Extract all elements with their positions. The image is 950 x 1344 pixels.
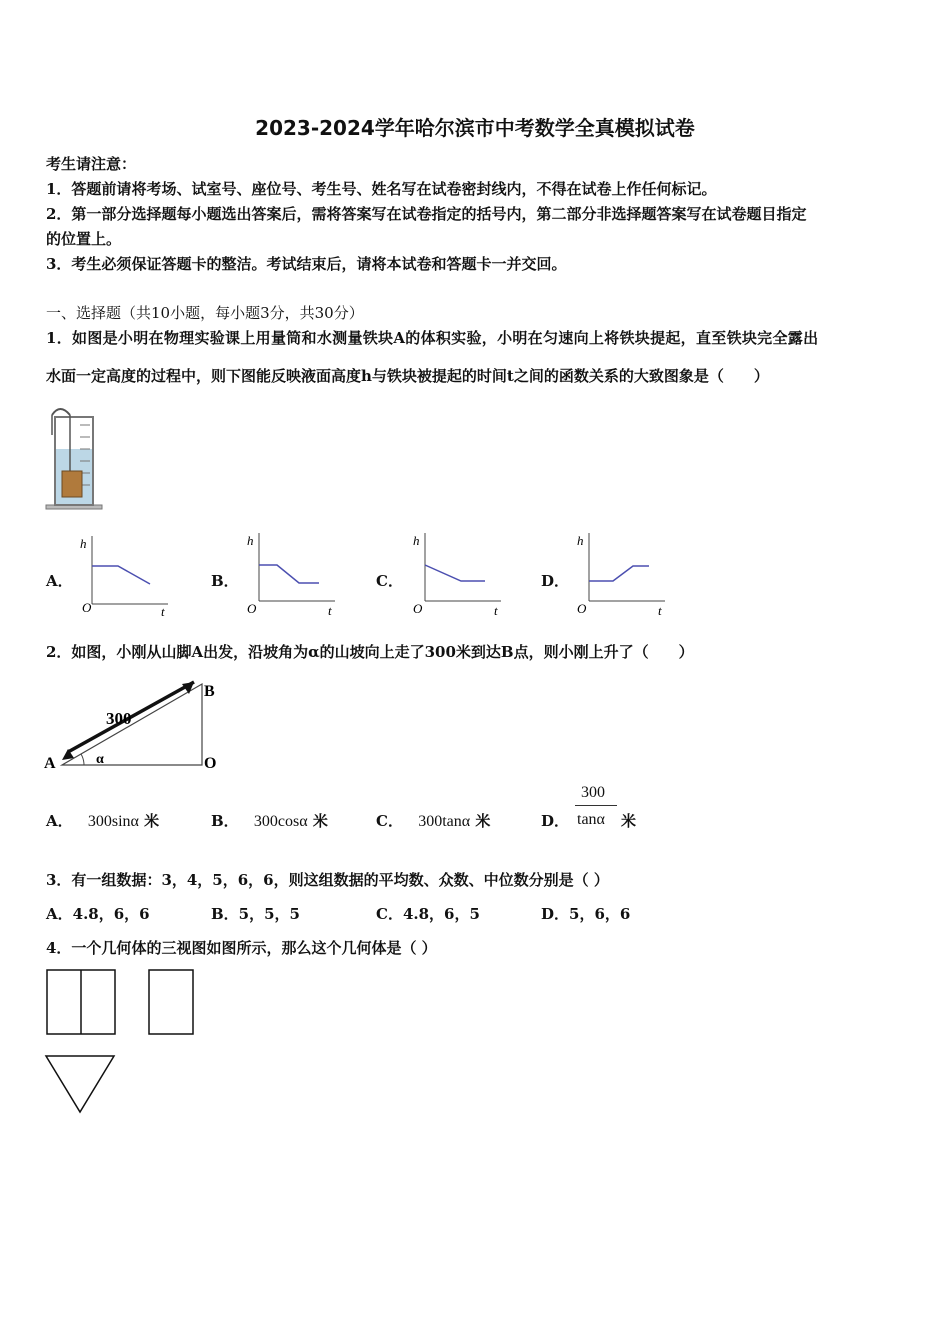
q1-graph-b (243, 529, 343, 619)
notice-item-2: 2．第一部分选择题每小题选出答案后，需将答案写在试卷指定的括号内，第二部分非选择题答案写在试卷题目指定 (46, 205, 807, 223)
q2-option-a-expr: 300sinα (87, 813, 139, 830)
graph-c-t-label: t (494, 603, 498, 618)
q2-option-a (46, 810, 159, 831)
point-a-label: A (44, 755, 56, 772)
q2-option-a-unit: 米 (144, 812, 160, 830)
top-view (44, 1054, 118, 1116)
q2-option-c-expr: 300tanα (418, 813, 471, 830)
q1-option-a-label: A． (46, 572, 73, 590)
graph-b-h-label: h (247, 533, 254, 548)
q2-option-c (376, 810, 490, 831)
notice-item-1: 1．答题前请将考场、试室号、座位号、考生号、姓名写在试卷密封线内，不得在试卷上作任何标记。 (46, 180, 717, 198)
q1-option-b-label: B． (211, 572, 239, 590)
q2-text: 2．如图，小刚从山脚A出发，沿坡角为α的山坡向上走了300米到达B点，则小刚上升了（ ） (46, 643, 694, 661)
q1-text-line2: 水面一定高度的过程中，则下图能反映液面高度h与铁块被提起的时间t之间的函数关系的大致图象是（ ） (46, 367, 769, 385)
q2-option-c-unit: 米 (475, 812, 491, 830)
q3-option-d: D．5，6，6 (541, 905, 631, 923)
slope-length-label: 300 (106, 709, 132, 728)
side-view (148, 969, 196, 1037)
graph-d-origin-label: O (577, 601, 587, 616)
q1-graph-c (409, 529, 509, 619)
point-b-label: B (204, 683, 215, 700)
q1-option-d-label: D． (541, 572, 570, 590)
q4-text: 4．一个几何体的三视图如图所示，那么这个几何体是（ ） (46, 939, 437, 957)
q1-text-line1: 1．如图是小明在物理实验课上用量筒和水测量铁块A的体积实验，小明在匀速向上将铁块提起，直至铁块完全露出 (46, 329, 819, 347)
angle-alpha-label: α (96, 752, 104, 767)
beaker-figure (46, 405, 106, 511)
notice-heading: 考生请注意： (46, 155, 137, 173)
graph-d-h-label: h (577, 533, 584, 548)
page-title: 2023-2024学年哈尔滨市中考数学全真模拟试卷 (255, 116, 695, 140)
graph-a-t-label: t (161, 604, 165, 619)
notice-item-3: 3．考生必须保证答题卡的整洁。考试结束后，请将本试卷和答题卡一并交回。 (46, 255, 567, 273)
q2-option-d-numerator: 300 (581, 784, 605, 801)
graph-a-h-label: h (80, 536, 87, 551)
fraction-bar (575, 805, 617, 806)
graph-c-h-label: h (413, 533, 420, 548)
q2-option-a-label: A． (46, 812, 73, 830)
notice-item-2-cont: 的位置上。 (46, 230, 122, 248)
q2-option-d-label: D． (541, 812, 570, 830)
q2-option-b-expr: 300cosα (253, 813, 308, 830)
q2-option-c-label: C． (376, 812, 403, 830)
graph-b-t-label: t (328, 603, 332, 618)
section-heading: 一、选择题（共10小题，每小题3分，共30分） (46, 304, 364, 322)
graph-b-origin-label: O (247, 601, 257, 616)
q3-option-b: B．5，5，5 (211, 905, 300, 923)
q2-option-d-denominator: tanα (577, 811, 605, 828)
graph-d-t-label: t (658, 603, 662, 618)
q2-option-b (211, 810, 328, 831)
q1-option-c-label: C． (376, 572, 403, 590)
q3-option-c: C．4.8，6，5 (376, 905, 480, 923)
slope-figure (44, 676, 234, 776)
q2-option-d-unit: 米 (621, 812, 637, 830)
q3-option-a: A．4.8，6，6 (46, 905, 150, 923)
q1-graph-a (76, 532, 176, 622)
q3-text: 3．有一组数据：3，4，5，6，6，则这组数据的平均数、众数、中位数分别是（ ） (46, 871, 609, 889)
q2-option-b-label: B． (211, 812, 239, 830)
graph-c-origin-label: O (413, 601, 423, 616)
graph-a-origin-label: O (82, 600, 92, 615)
point-o-label: O (204, 755, 217, 772)
front-view (46, 969, 118, 1037)
q2-option-b-unit: 米 (312, 812, 328, 830)
q1-graph-d (573, 529, 673, 619)
